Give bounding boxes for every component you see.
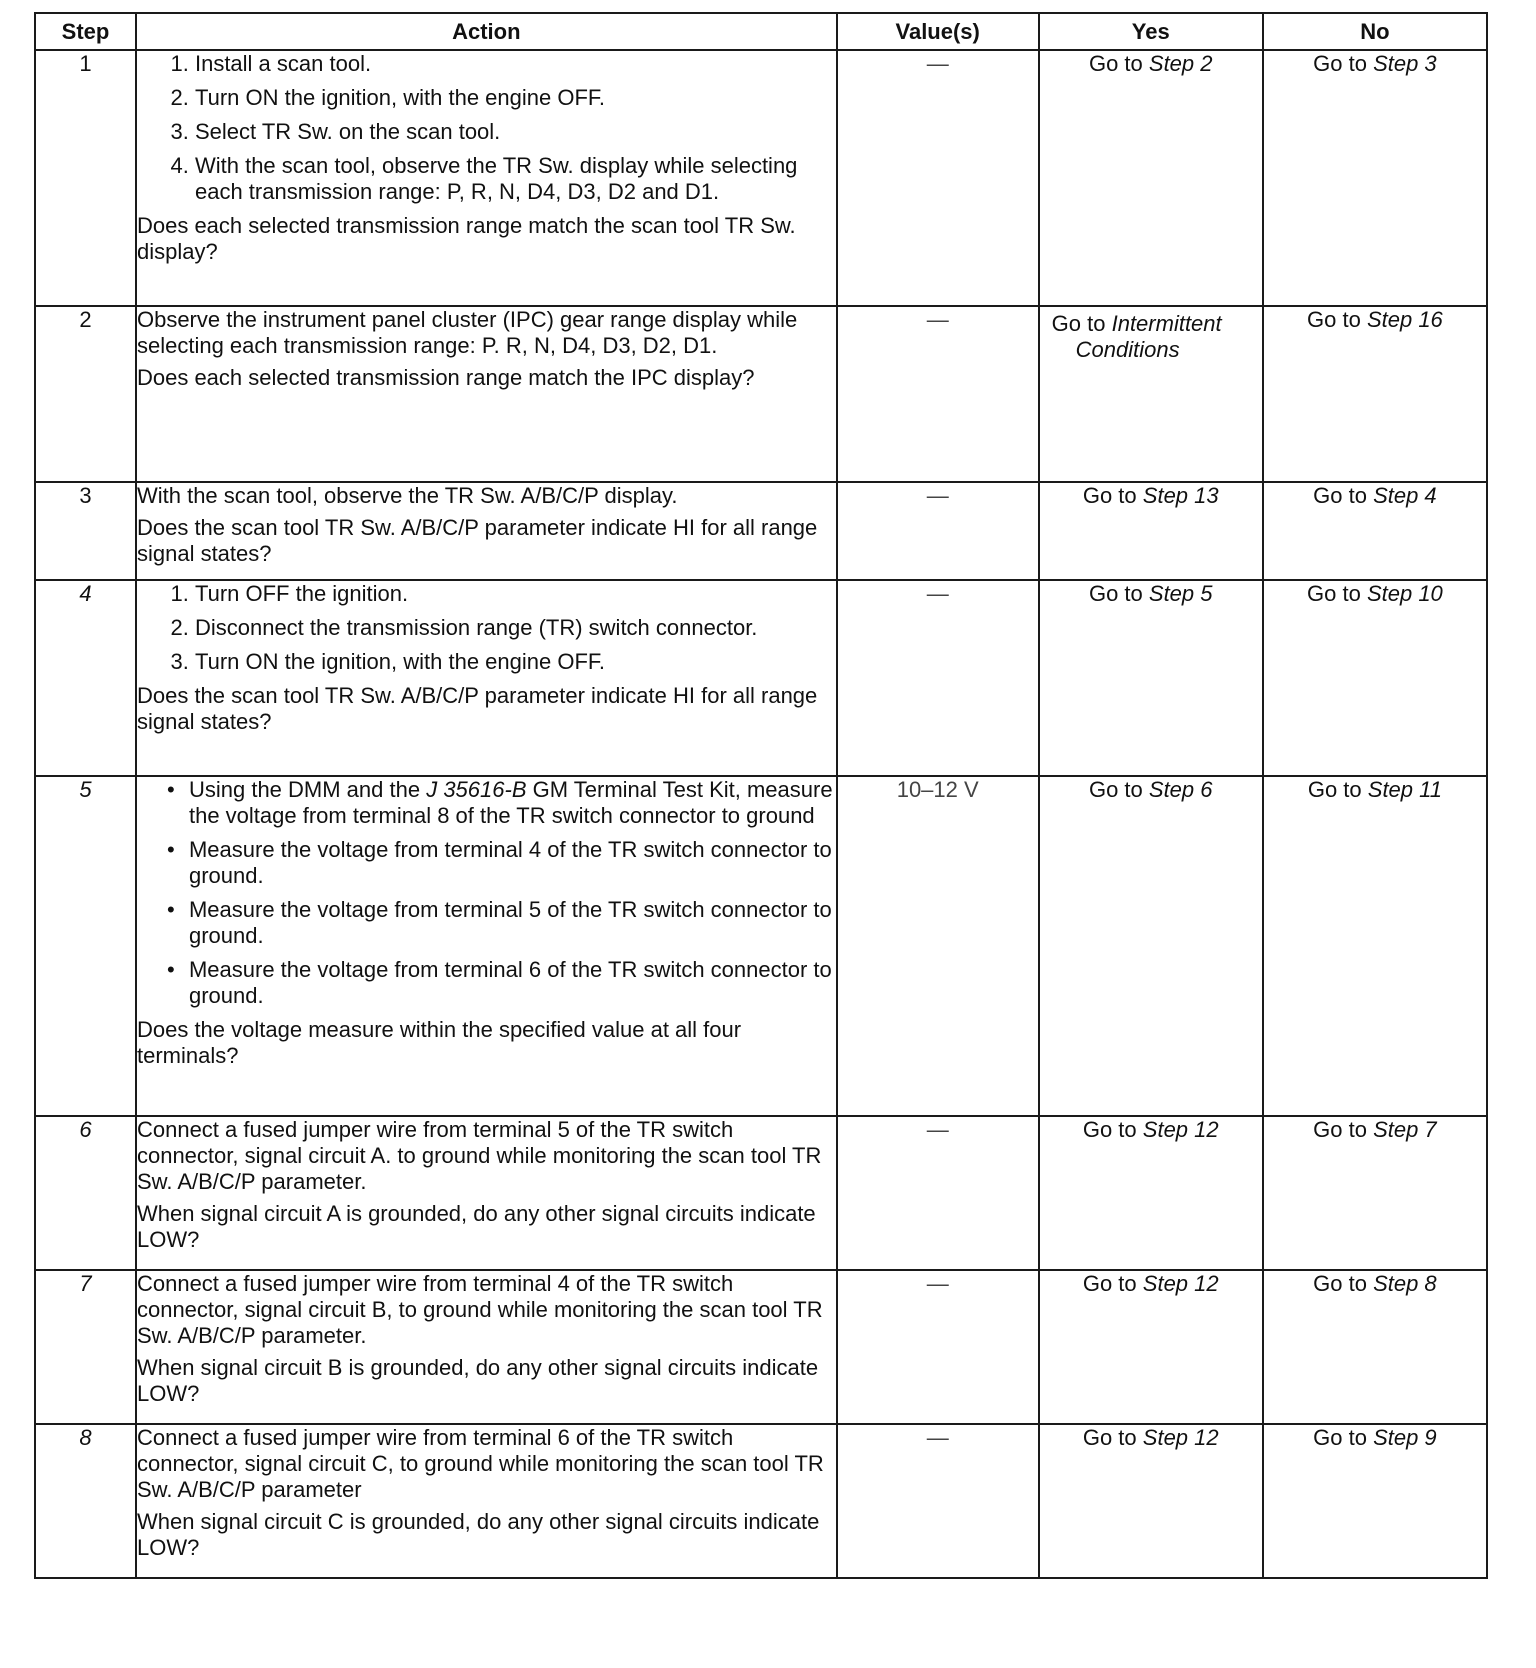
header-action: Action (136, 13, 837, 50)
instruction: • Measure the voltage from terminal 5 of the TR switch connector to ground. (189, 897, 836, 949)
table-row-step-7 (35, 1270, 1487, 1424)
yes-cell (1039, 1116, 1263, 1270)
step-number: 4 (35, 580, 136, 776)
instruction (189, 777, 836, 829)
instruction-list (137, 51, 836, 205)
goto-prefix: Go to (1313, 483, 1367, 508)
instruction-list (137, 581, 836, 675)
header-values: Value(s) (837, 13, 1039, 50)
value-cell: — (837, 482, 1039, 580)
goto-prefix: Go to (1313, 51, 1367, 76)
step-number: 3 (35, 482, 136, 580)
table-row-step-8 (35, 1424, 1487, 1578)
instruction: • Measure the voltage from terminal 6 of the TR switch connector to ground. (189, 957, 836, 1009)
goto-prefix: Go to (1088, 777, 1143, 802)
goto-prefix: Go to (1082, 1425, 1137, 1450)
instruction: 4. With the scan tool, observe the TR Sw. display while selecting each transmission range: P, R, N, D4, D3, D2 and D1. (195, 153, 836, 205)
question: When signal circuit A is grounded, do any other signal circuits indicate LOW? (136, 1201, 816, 1252)
no-cell (1263, 1424, 1487, 1578)
goto-link[interactable]: Step 10 (1366, 581, 1443, 606)
instruction: 1. Install a scan tool. (195, 51, 836, 77)
goto-link[interactable]: Step 13 (1142, 483, 1219, 508)
yes-cell (1039, 1424, 1263, 1578)
goto-prefix: Go to (1307, 581, 1361, 606)
no-cell (1263, 776, 1487, 1116)
goto-link[interactable]: Intermittent (1111, 311, 1222, 336)
value-cell: — (837, 580, 1039, 776)
goto-link[interactable]: Step 12 (1142, 1425, 1219, 1450)
goto-prefix: Go to (1313, 1271, 1367, 1296)
goto-prefix: Go to (1313, 1117, 1367, 1142)
instruction-text: Using the DMM and the (188, 777, 421, 802)
no-cell (1263, 482, 1487, 580)
table-row-step-5 (35, 776, 1487, 1116)
value-cell: — (837, 1424, 1039, 1578)
instruction: 2. Turn ON the ignition, with the engine OFF. (195, 85, 836, 111)
goto-link[interactable]: Step 2 (1148, 51, 1213, 76)
instruction: • Measure the voltage from terminal 4 of the TR switch connector to ground. (189, 837, 836, 889)
table-row-step-2 (35, 306, 1487, 482)
action-cell (136, 482, 837, 580)
diagnostic-table (34, 12, 1488, 1579)
goto-link[interactable]: Step 7 (1373, 1117, 1437, 1142)
value-cell: — (837, 50, 1039, 306)
goto-link[interactable]: Step 12 (1142, 1271, 1219, 1296)
value-cell: — (837, 306, 1039, 482)
goto-link[interactable]: Step 3 (1373, 51, 1437, 76)
instruction: Connect a fused jumper wire from terminal 6 of the TR switch connector, signal circuit C, to ground while monitoring the scan tool TR Sw. A/B/C/P parameter (136, 1425, 824, 1502)
value-cell: — (837, 1270, 1039, 1424)
step-number: 5 (35, 776, 136, 1116)
instruction: 3. Select TR Sw. on the scan tool. (195, 119, 836, 145)
action-cell (136, 1424, 837, 1578)
goto-prefix: Go to (1313, 1425, 1367, 1450)
step-number: 8 (35, 1424, 136, 1578)
step-number: 1 (35, 50, 136, 306)
goto-prefix: Go to (1088, 51, 1143, 76)
header-yes: Yes (1039, 13, 1263, 50)
step-number: 6 (35, 1116, 136, 1270)
instruction-text: GM Terminal Test Kit, measure the voltage from terminal 8 of the TR switch connector to ground (188, 777, 833, 828)
goto-link[interactable]: Step 8 (1373, 1271, 1437, 1296)
instruction: Observe the instrument panel cluster (IPC) gear range display while selecting each transmission range: P. R, N, D4, D3, D2, D1. (136, 307, 798, 358)
question: Does the scan tool TR Sw. A/B/C/P parameter indicate HI for all range signal states? (136, 683, 818, 734)
goto-link[interactable]: Step 9 (1373, 1425, 1437, 1450)
yes-cell (1039, 50, 1263, 306)
table-row-step-3 (35, 482, 1487, 580)
goto-prefix: Go to (1307, 777, 1362, 802)
yes-cell (1039, 482, 1263, 580)
goto-prefix: Go to (1088, 581, 1143, 606)
action-cell (136, 1116, 837, 1270)
value-cell: 10–12 V (837, 776, 1039, 1116)
yes-cell (1039, 1270, 1263, 1424)
action-cell (136, 1270, 837, 1424)
question: Does each selected transmission range match the scan tool TR Sw. display? (136, 213, 796, 264)
tool-name: J 35616-B (426, 777, 527, 802)
table-row-step-6 (35, 1116, 1487, 1270)
instruction-list (137, 777, 836, 1009)
goto-prefix: Go to (1082, 483, 1137, 508)
no-cell (1263, 306, 1487, 482)
instruction: 2. Disconnect the transmission range (TR) switch connector. (195, 615, 836, 641)
step-number: 2 (35, 306, 136, 482)
instruction: 3. Turn ON the ignition, with the engine OFF. (195, 649, 836, 675)
instruction: 1. Turn OFF the ignition. (195, 581, 836, 607)
table-row-step-4 (35, 580, 1487, 776)
goto-link[interactable]: Step 4 (1373, 483, 1437, 508)
yes-cell (1039, 580, 1263, 776)
no-cell (1263, 50, 1487, 306)
question: When signal circuit C is grounded, do any other signal circuits indicate LOW? (136, 1509, 820, 1560)
question: Does the voltage measure within the specified value at all four terminals? (136, 1017, 742, 1068)
no-cell (1263, 1270, 1487, 1424)
instruction: Connect a fused jumper wire from terminal 4 of the TR switch connector, signal circuit B, to ground while monitoring the scan tool TR Sw. A/B/C/P parameter. (136, 1271, 823, 1348)
goto-link[interactable]: Step 16 (1366, 307, 1443, 332)
table-row-step-1 (35, 50, 1487, 306)
action-cell (136, 50, 837, 306)
action-cell (136, 776, 837, 1116)
instruction: With the scan tool, observe the TR Sw. A/B/C/P display. (136, 483, 678, 508)
goto-link[interactable]: Step 12 (1142, 1117, 1219, 1142)
action-cell (136, 306, 837, 482)
value-cell: — (837, 1116, 1039, 1270)
goto-prefix: Go to (1082, 1271, 1137, 1296)
question: Does the scan tool TR Sw. A/B/C/P parameter indicate HI for all range signal states? (136, 515, 818, 566)
goto-prefix: Go to (1082, 1117, 1137, 1142)
header-row (35, 13, 1487, 50)
yes-cell (1039, 306, 1263, 482)
header-no: No (1263, 13, 1487, 50)
question: When signal circuit B is grounded, do any other signal circuits indicate LOW? (136, 1355, 819, 1406)
goto-link-cont[interactable]: Conditions (1075, 337, 1180, 362)
goto-link[interactable]: Step 11 (1367, 777, 1442, 802)
question: Does each selected transmission range match the IPC display? (136, 365, 755, 390)
goto-prefix: Go to (1051, 311, 1106, 336)
no-cell (1263, 580, 1487, 776)
instruction: Connect a fused jumper wire from terminal 5 of the TR switch connector, signal circuit A. to ground while monitoring the scan tool TR Sw. A/B/C/P parameter. (136, 1117, 822, 1194)
goto-link[interactable]: Step 6 (1148, 777, 1213, 802)
goto-prefix: Go to (1307, 307, 1361, 332)
header-step: Step (35, 13, 136, 50)
goto-link[interactable]: Step 5 (1148, 581, 1213, 606)
no-cell (1263, 1116, 1487, 1270)
step-number: 7 (35, 1270, 136, 1424)
yes-cell (1039, 776, 1263, 1116)
action-cell (136, 580, 837, 776)
